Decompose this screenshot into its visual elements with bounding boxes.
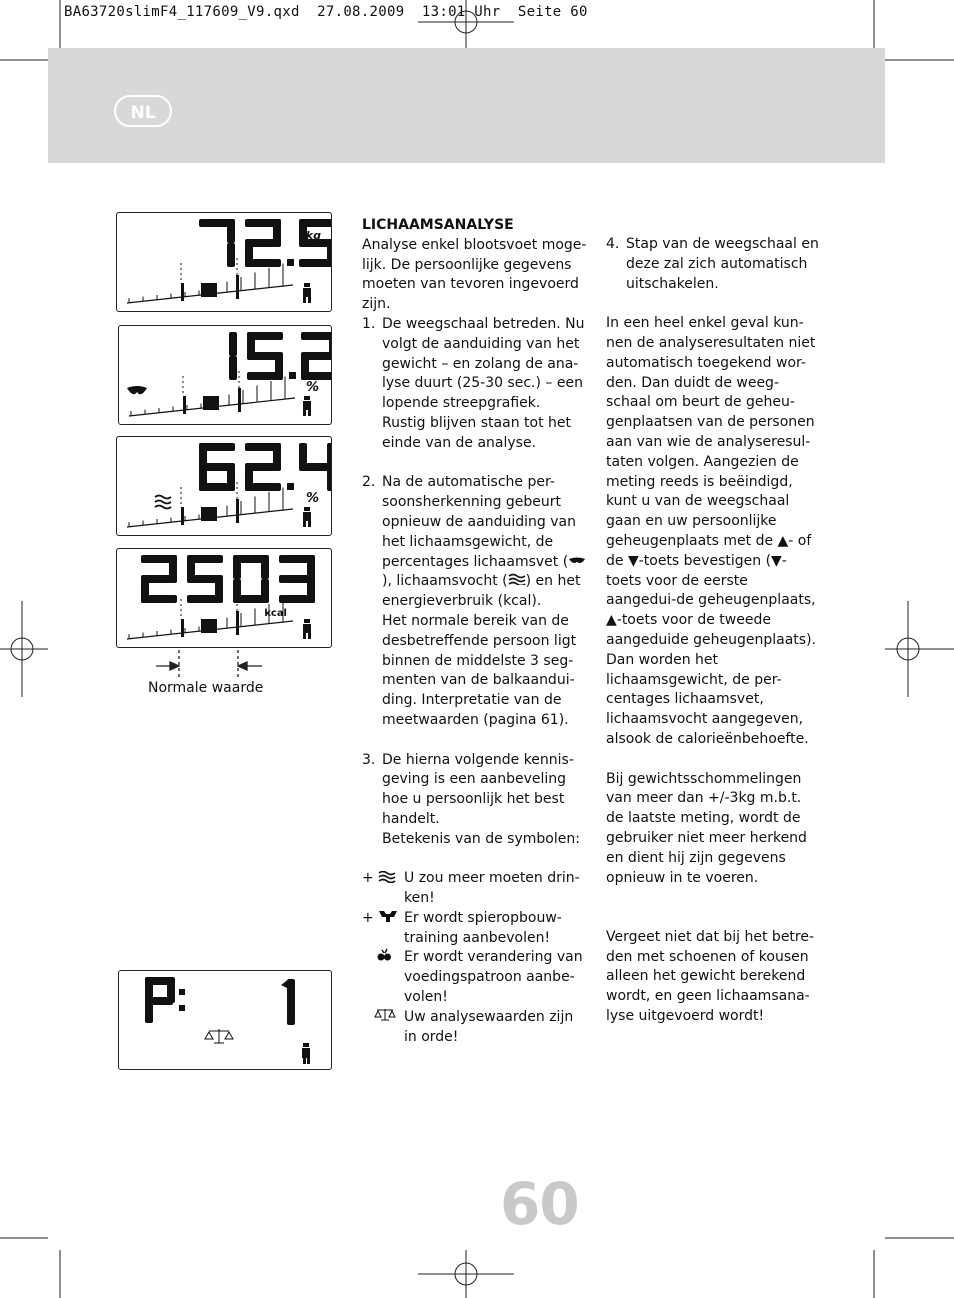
unit-label: % bbox=[305, 380, 319, 395]
unit-label: kg bbox=[305, 229, 321, 242]
lcd-segment bbox=[301, 372, 331, 380]
person-icon bbox=[303, 297, 306, 303]
lcd-segment bbox=[229, 356, 237, 380]
lcd-segment bbox=[327, 443, 331, 467]
person-icon bbox=[303, 401, 311, 410]
water-icon bbox=[378, 871, 396, 883]
lcd-display-fat bbox=[118, 325, 332, 425]
file-slug: BA63720slimF4_117609_V9.qxd 27.08.2009 13:01 Uhr Seite 60 bbox=[64, 4, 588, 20]
person-icon bbox=[308, 521, 311, 527]
step-4: 4. Stap van de weegschaal en deze zal zich automatisch uitschakelen. bbox=[606, 236, 819, 292]
lcd-segment bbox=[227, 243, 235, 267]
bar-segment bbox=[236, 499, 239, 523]
person-icon bbox=[308, 297, 311, 303]
lcd-segment bbox=[279, 595, 315, 603]
unit-label: % bbox=[305, 491, 319, 506]
lcd-display-person bbox=[118, 970, 332, 1070]
lcd-display-weight bbox=[116, 212, 332, 312]
person-icon bbox=[303, 512, 311, 521]
fat-icon bbox=[127, 386, 147, 394]
person-icon bbox=[303, 633, 306, 639]
lcd-person-graphic bbox=[119, 971, 331, 1069]
scales-icon bbox=[374, 1008, 396, 1021]
lcd-segment bbox=[247, 372, 283, 380]
symbol-muscle: + Er wordt spieropbouw-training aanbevolen! bbox=[362, 909, 562, 946]
decimal-point bbox=[287, 483, 294, 490]
bar-segment bbox=[236, 275, 239, 299]
paragraph-shoes: Vergeet niet dat bij het betre-den met schoenen of kousen alleen het gewicht berekend wordt, en geen lichaamsana-lyse uitgevoerd wordt! bbox=[606, 928, 815, 1025]
step-3: 3. De hierna volgende kennis-geving is een aanbeveling hoe u persoonlijk het best handelt. Betekenis van de symbolen: bbox=[362, 751, 580, 847]
section-heading: LICHAAMSANALYSE bbox=[362, 217, 514, 233]
bar-segment bbox=[181, 507, 184, 525]
lcd-segment bbox=[299, 463, 331, 471]
water-icon bbox=[155, 501, 171, 504]
language-badge: NL bbox=[114, 95, 172, 127]
paragraph-memory: In een heel enkel geval kun-nen de analyseresultaten niet automatisch toegekend wor-den. Dan duidt de weeg-schaal om beurt de geheu-genplaatsen van de personen aan van wie de analyseresul-taten volgen. Aangezien de meting reeds is beëindigd, kunt u van de weegschaal gaan en uw persoonlijke geheugenplaats met de ▲- of de ▼-toets bevestigen (▼-toets voor de eerste aangedui-de geheugenplaats, ▲-toets voor de tweede aangeduide geheugenplaats). Dan worden het lichaamsgewicht, de per-centages lichaamsvet, lichaamsvocht aangegeven, alsook de calorieënbehoefte. bbox=[606, 315, 816, 747]
person-icon bbox=[303, 624, 311, 633]
person-icon bbox=[303, 288, 311, 297]
water-icon bbox=[155, 496, 171, 499]
lcd-segment bbox=[245, 259, 281, 267]
symbol-food: Er wordt verandering van voedingspatroon aanbe-volen! bbox=[362, 948, 587, 1007]
lcd-segment bbox=[261, 555, 269, 579]
lcd-graphic bbox=[117, 437, 331, 535]
muscle-icon bbox=[378, 910, 398, 923]
bar-segment bbox=[236, 611, 239, 635]
water-icon bbox=[508, 573, 526, 585]
person-icon bbox=[304, 619, 310, 623]
bar-segment bbox=[181, 283, 184, 301]
normal-value-label: Normale waarde bbox=[148, 680, 264, 696]
lcd-segment bbox=[245, 483, 281, 491]
step-2: 2. Na de automatische per-soonsherkenning gebeurt opnieuw de aanduiding van het lichaamsgewicht, de percentages lichaamsvet (), lichaamsvocht ( ) en het energieverbruik (kcal). Het normale bereik van de desbetreffende persoon ligt binnen de middelste 3 seg-menten van de balkaandui-ding. Interpretatie van de meetwaarden (pagina 61). bbox=[362, 473, 587, 730]
lcd-segment bbox=[233, 555, 241, 579]
header-band bbox=[48, 48, 885, 163]
scales-icon bbox=[205, 1029, 233, 1043]
lcd-segment bbox=[187, 595, 223, 603]
lcd-segment bbox=[227, 467, 235, 491]
person-icon bbox=[303, 521, 306, 527]
person-icon bbox=[304, 396, 310, 400]
bar-segment bbox=[183, 396, 186, 414]
decimal-point bbox=[289, 372, 296, 379]
symbol-water: + U zou meer moeten drin-ken! bbox=[362, 870, 580, 907]
paragraph-fluctuation: Bij gewichtsschommelingen van meer dan +/-3kg m.b.t. de laatste meting, wordt de gebruiker niet meer herkend en dient hij zijn gegevens opnieuw in te voeren. bbox=[606, 770, 807, 886]
lcd-display-energy bbox=[116, 548, 332, 648]
step-1: 1. De weegschaal betreden. Nu volgt de aanduiding van het gewicht – en zolang de ana-lyse duurt (25-30 sec.) – een lopende streepgrafiek. Rustig blijven staan tot het einde van de analyse. bbox=[362, 315, 585, 451]
lcd-graphic bbox=[117, 549, 331, 647]
lcd-graphic bbox=[117, 213, 331, 311]
bar-segment bbox=[238, 388, 241, 412]
column-2 bbox=[606, 235, 820, 1027]
symbol-scales: Uw analysewaarden zijn in orde! bbox=[362, 1008, 587, 1048]
bar-segment bbox=[201, 283, 217, 297]
fat-icon bbox=[568, 556, 586, 566]
lcd-display-water bbox=[116, 436, 332, 536]
person-icon bbox=[304, 283, 310, 287]
lcd-segment bbox=[299, 259, 331, 267]
page-number: 60 bbox=[500, 1170, 579, 1238]
person-icon bbox=[308, 410, 311, 416]
lcd-segment bbox=[327, 467, 331, 491]
lcd-segment bbox=[229, 332, 237, 356]
water-icon bbox=[155, 506, 171, 509]
unit-label: kcal bbox=[264, 608, 287, 619]
lcd-segment bbox=[301, 332, 331, 340]
bar-segment bbox=[201, 619, 217, 633]
lcd-graphic bbox=[119, 326, 331, 424]
person-icon bbox=[304, 507, 310, 511]
fruit-icon bbox=[376, 948, 392, 961]
lcd-segment bbox=[141, 595, 177, 603]
bar-segment bbox=[201, 507, 217, 521]
intro-text: Analyse enkel blootsvoet moge-lijk. De persoonlijke gegevens moeten van tevoren ingevoerd zijn. bbox=[362, 236, 587, 313]
bar-segment bbox=[203, 396, 219, 410]
decimal-point bbox=[287, 259, 294, 266]
person-icon bbox=[303, 410, 306, 416]
column-1 bbox=[362, 216, 587, 1047]
person-icon bbox=[308, 633, 311, 639]
bar-segment bbox=[181, 619, 184, 637]
lcd-segment bbox=[227, 219, 235, 243]
